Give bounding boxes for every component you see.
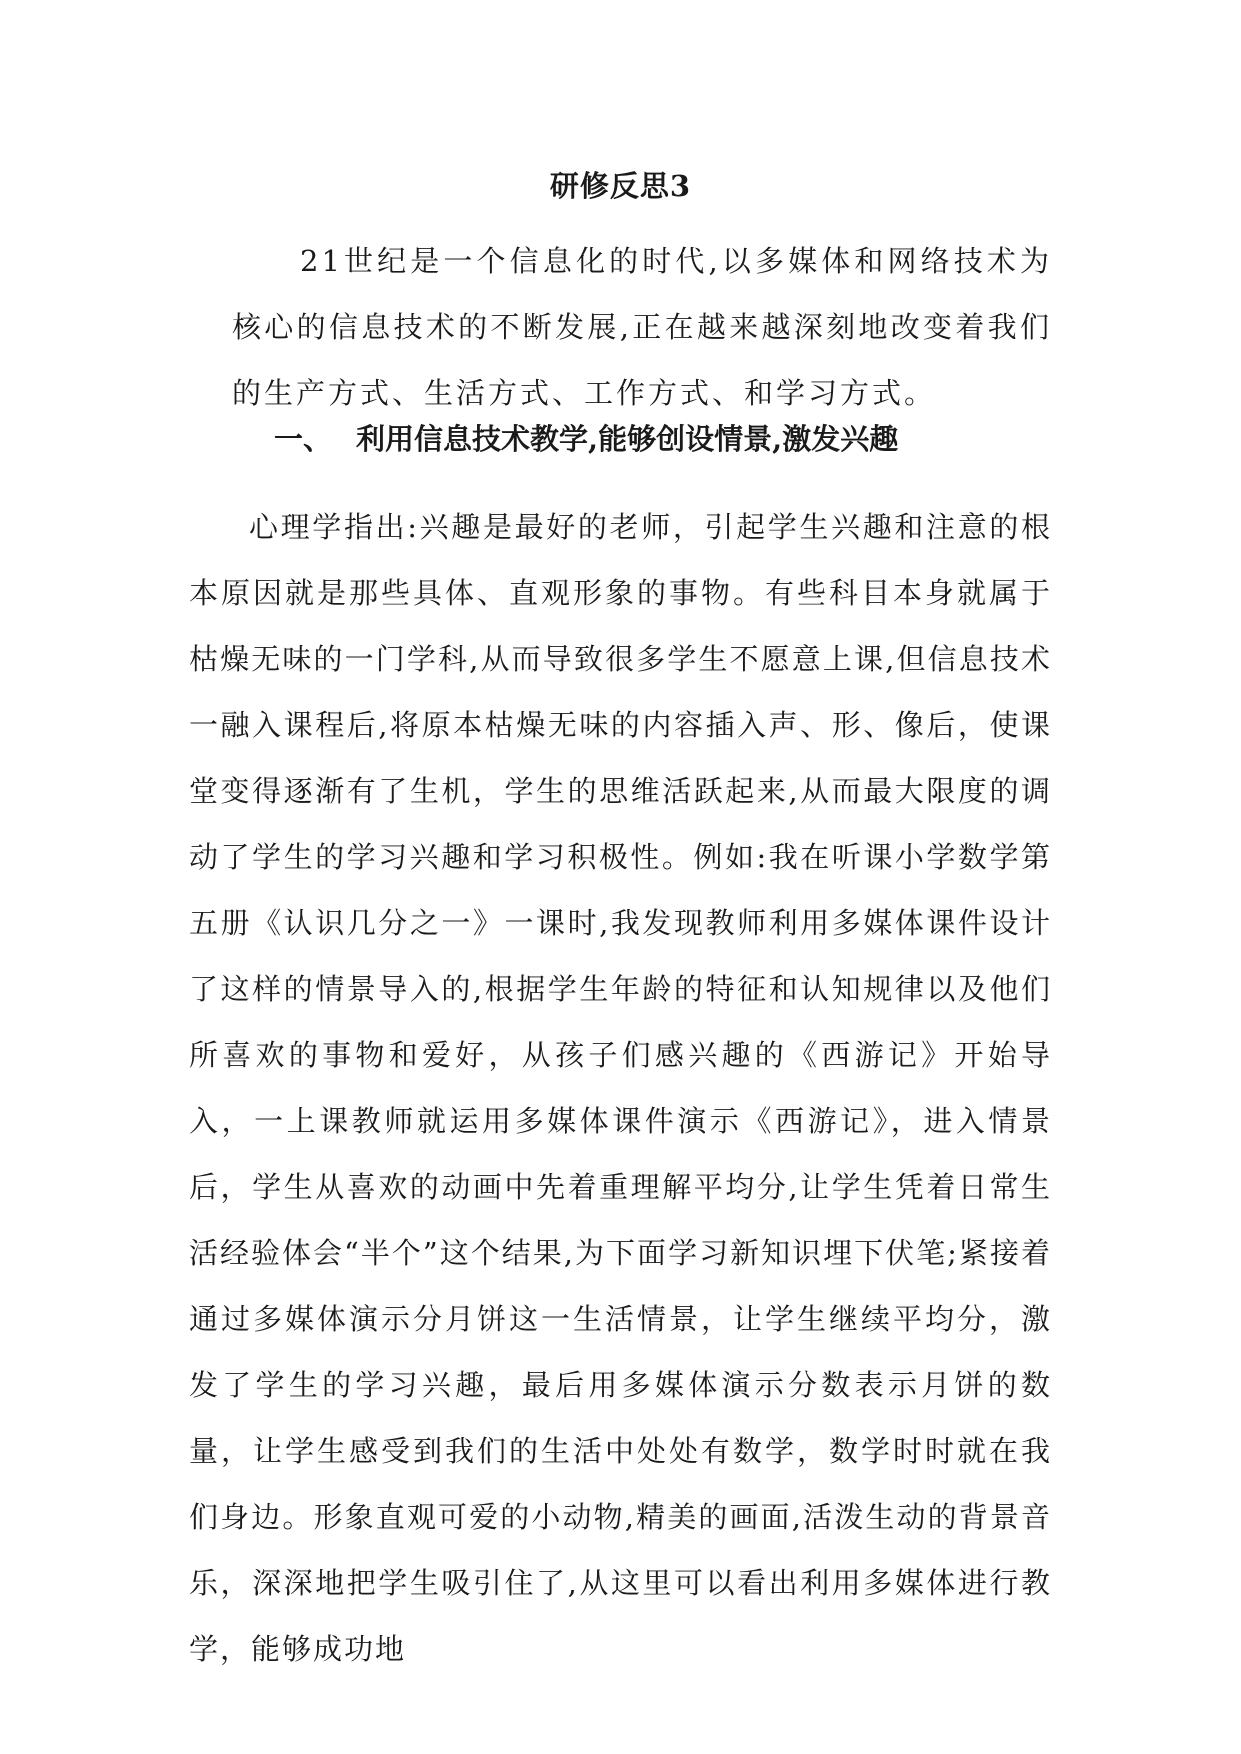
intro-paragraph: 21世纪是一个信息化的时代,以多媒体和网络技术为核心的信息技术的不断发展,正在越来越深刻地改变着我们的生产方式、生活方式、工作方式、和学习方式。	[232, 244, 1052, 410]
section-body-paragraph: 心理学指出:兴趣是最好的老师，引起学生兴趣和注意的根本原因就是那些具体、直观形象的事物。有些科目本身就属于枯燥无味的一门学科,从而导致很多学生不愿意上课,但信息技术一融入课程后,将原本枯燥无味的内容插入声、形、像后，使课堂变得逐渐有了生机，学生的思维活跃起来,从而最大限度的调动了学生的学习兴趣和学习积极性。例如:我在听课小学数学第五册《认识几分之一》一课时,我发现教师利用多媒体课件设计了这样的情景导入的,根据学生年龄的特征和认知规律以及他们所喜欢的事物和爱好，从孩子们感兴趣的《西游记》开始导入，一上课教师就运用多媒体课件演示《西游记》，进入情景后，学生从喜欢的动画中先着重理解平均分,让学生凭着日常生活经验体会“半个”这个结果,为下面学习新知识埋下伏笔;紧接着通过多媒体演示分月饼这一生活情景，让学生继续平均分，激发了学生的学习兴趣，最后用多媒体演示分数表示月饼的数量，让学生感受到我们的生活中处处有数学，数学时时就在我们身边。形象直观可爱的小动物,精美的画面,活泼生动的背景音乐，深深地把学生吸引住了,从这里可以看出利用多媒体进行教学，能够成功地	[189, 510, 1052, 1666]
section-heading	[274, 416, 898, 462]
section-number: 一、	[274, 422, 333, 456]
section-heading-text: 利用信息技术教学,能够创设情景,激发兴趣	[356, 422, 899, 456]
document-title: 研修反思3	[549, 169, 692, 203]
